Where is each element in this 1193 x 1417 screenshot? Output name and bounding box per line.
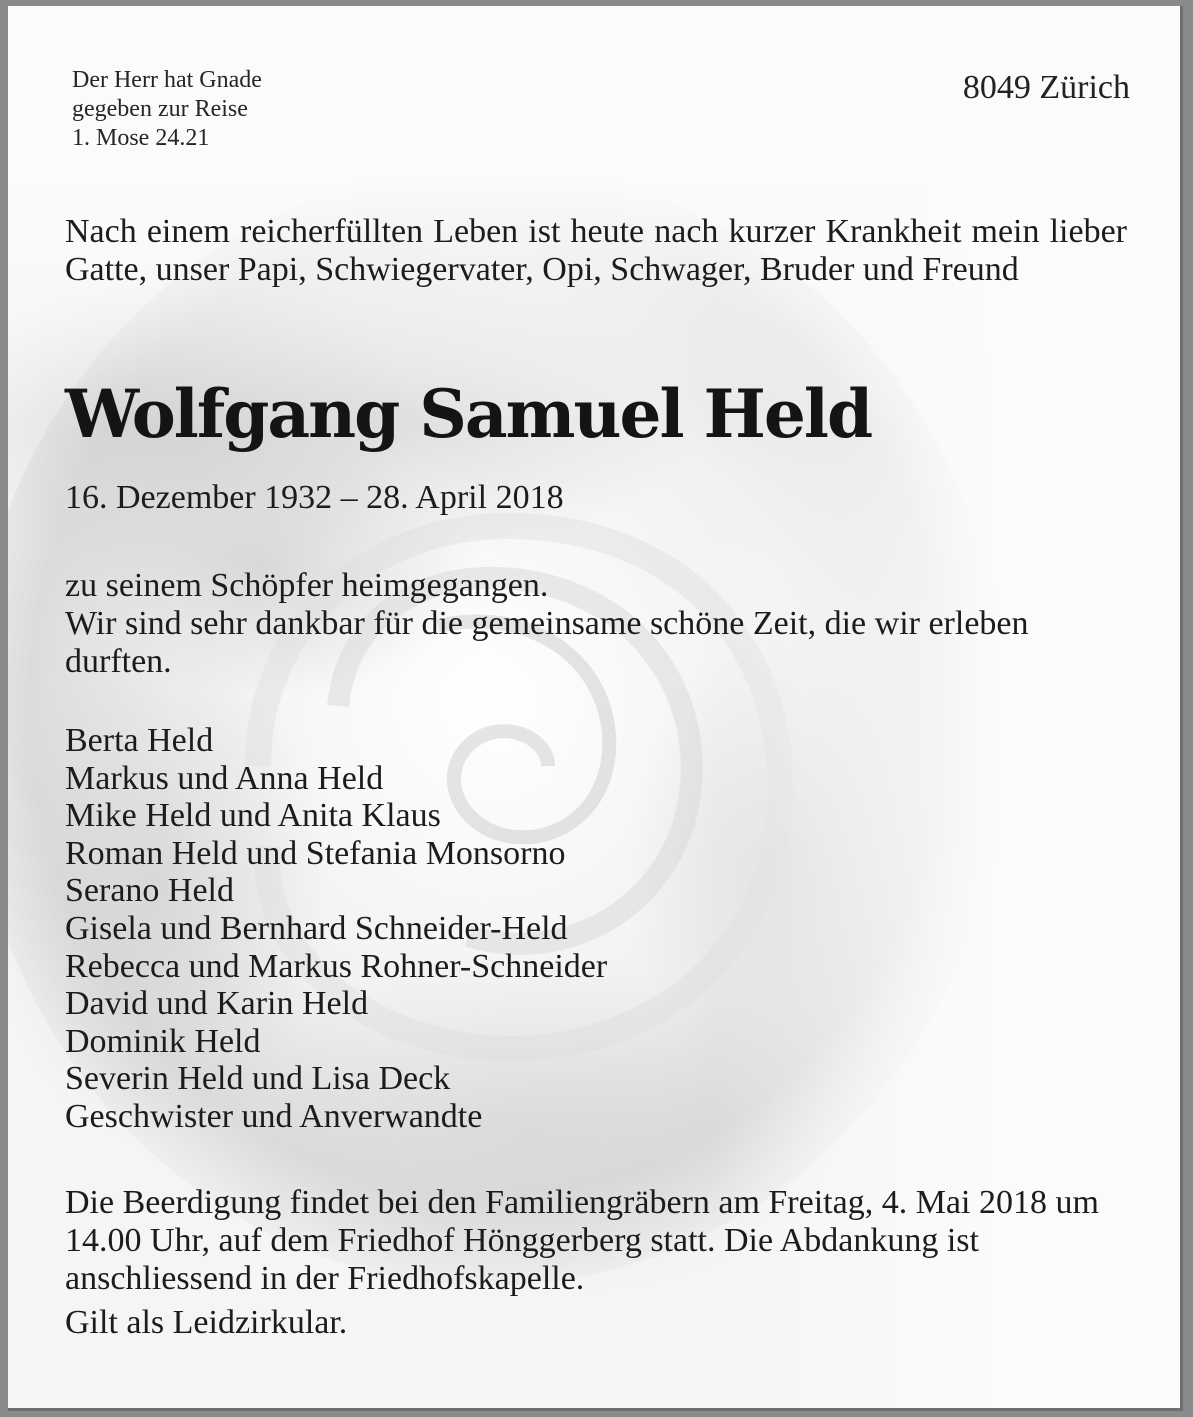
- mourner: Gisela und Bernhard Schneider-Held: [65, 909, 568, 947]
- mourner: Rebecca und Markus Rohner-Schneider: [65, 947, 608, 985]
- deceased-name: Wolfgang Samuel Held: [65, 375, 872, 453]
- location: 8049 Zürich: [962, 69, 1130, 106]
- mourner: Dominik Held: [65, 1022, 261, 1060]
- mourner: Markus und Anna Held: [65, 759, 384, 797]
- bible-verse-motto: [72, 66, 262, 153]
- funeral-details: Die Beerdigung findet bei den Familiengräbern am Freitag, 4. Mai 2018 um 14.00 Uhr, auf dem Friedhof Hönggerberg statt. Die Abdankung ist anschliessend in der Friedhofskapelle.: [65, 1184, 1099, 1297]
- mourner: Severin Held und Lisa Deck: [65, 1060, 451, 1098]
- mourner: Berta Held: [65, 722, 214, 759]
- motto-line: Der Herr hat Gnade: [72, 67, 262, 93]
- passing-line: zu seinem Schöpfer heimgegangen.: [65, 567, 549, 604]
- mourners-list: [65, 722, 607, 1136]
- passing-line: Wir sind sehr dankbar für die gemeinsame schöne Zeit, die wir erleben durften.: [65, 605, 1029, 680]
- circular-note: Gilt als Leidzirkular.: [65, 1304, 348, 1341]
- mourner: Geschwister und Anverwandte: [65, 1097, 483, 1135]
- intro-text: Nach einem reicherfüllten Leben ist heute nach kurzer Krankheit mein lieber Gatte, unser Papi, Schwiegervater, Opi, Schwager, Bruder und Freund: [65, 213, 1127, 288]
- mourner: Mike Held und Anita Klaus: [65, 797, 441, 835]
- mourner: Serano Held: [65, 872, 235, 910]
- life-dates: 16. Dezember 1932 – 28. April 2018: [65, 479, 564, 516]
- motto-line: gegeben zur Reise: [72, 96, 248, 122]
- mourner: Roman Held und Stefania Monsorno: [65, 834, 566, 872]
- passing-text: [65, 567, 1127, 681]
- obituary-notice: [8, 6, 1183, 1411]
- notice-content: [8, 6, 1180, 1408]
- motto-line: 1. Mose 24.21: [72, 125, 210, 151]
- mourner: David und Karin Held: [65, 985, 369, 1023]
